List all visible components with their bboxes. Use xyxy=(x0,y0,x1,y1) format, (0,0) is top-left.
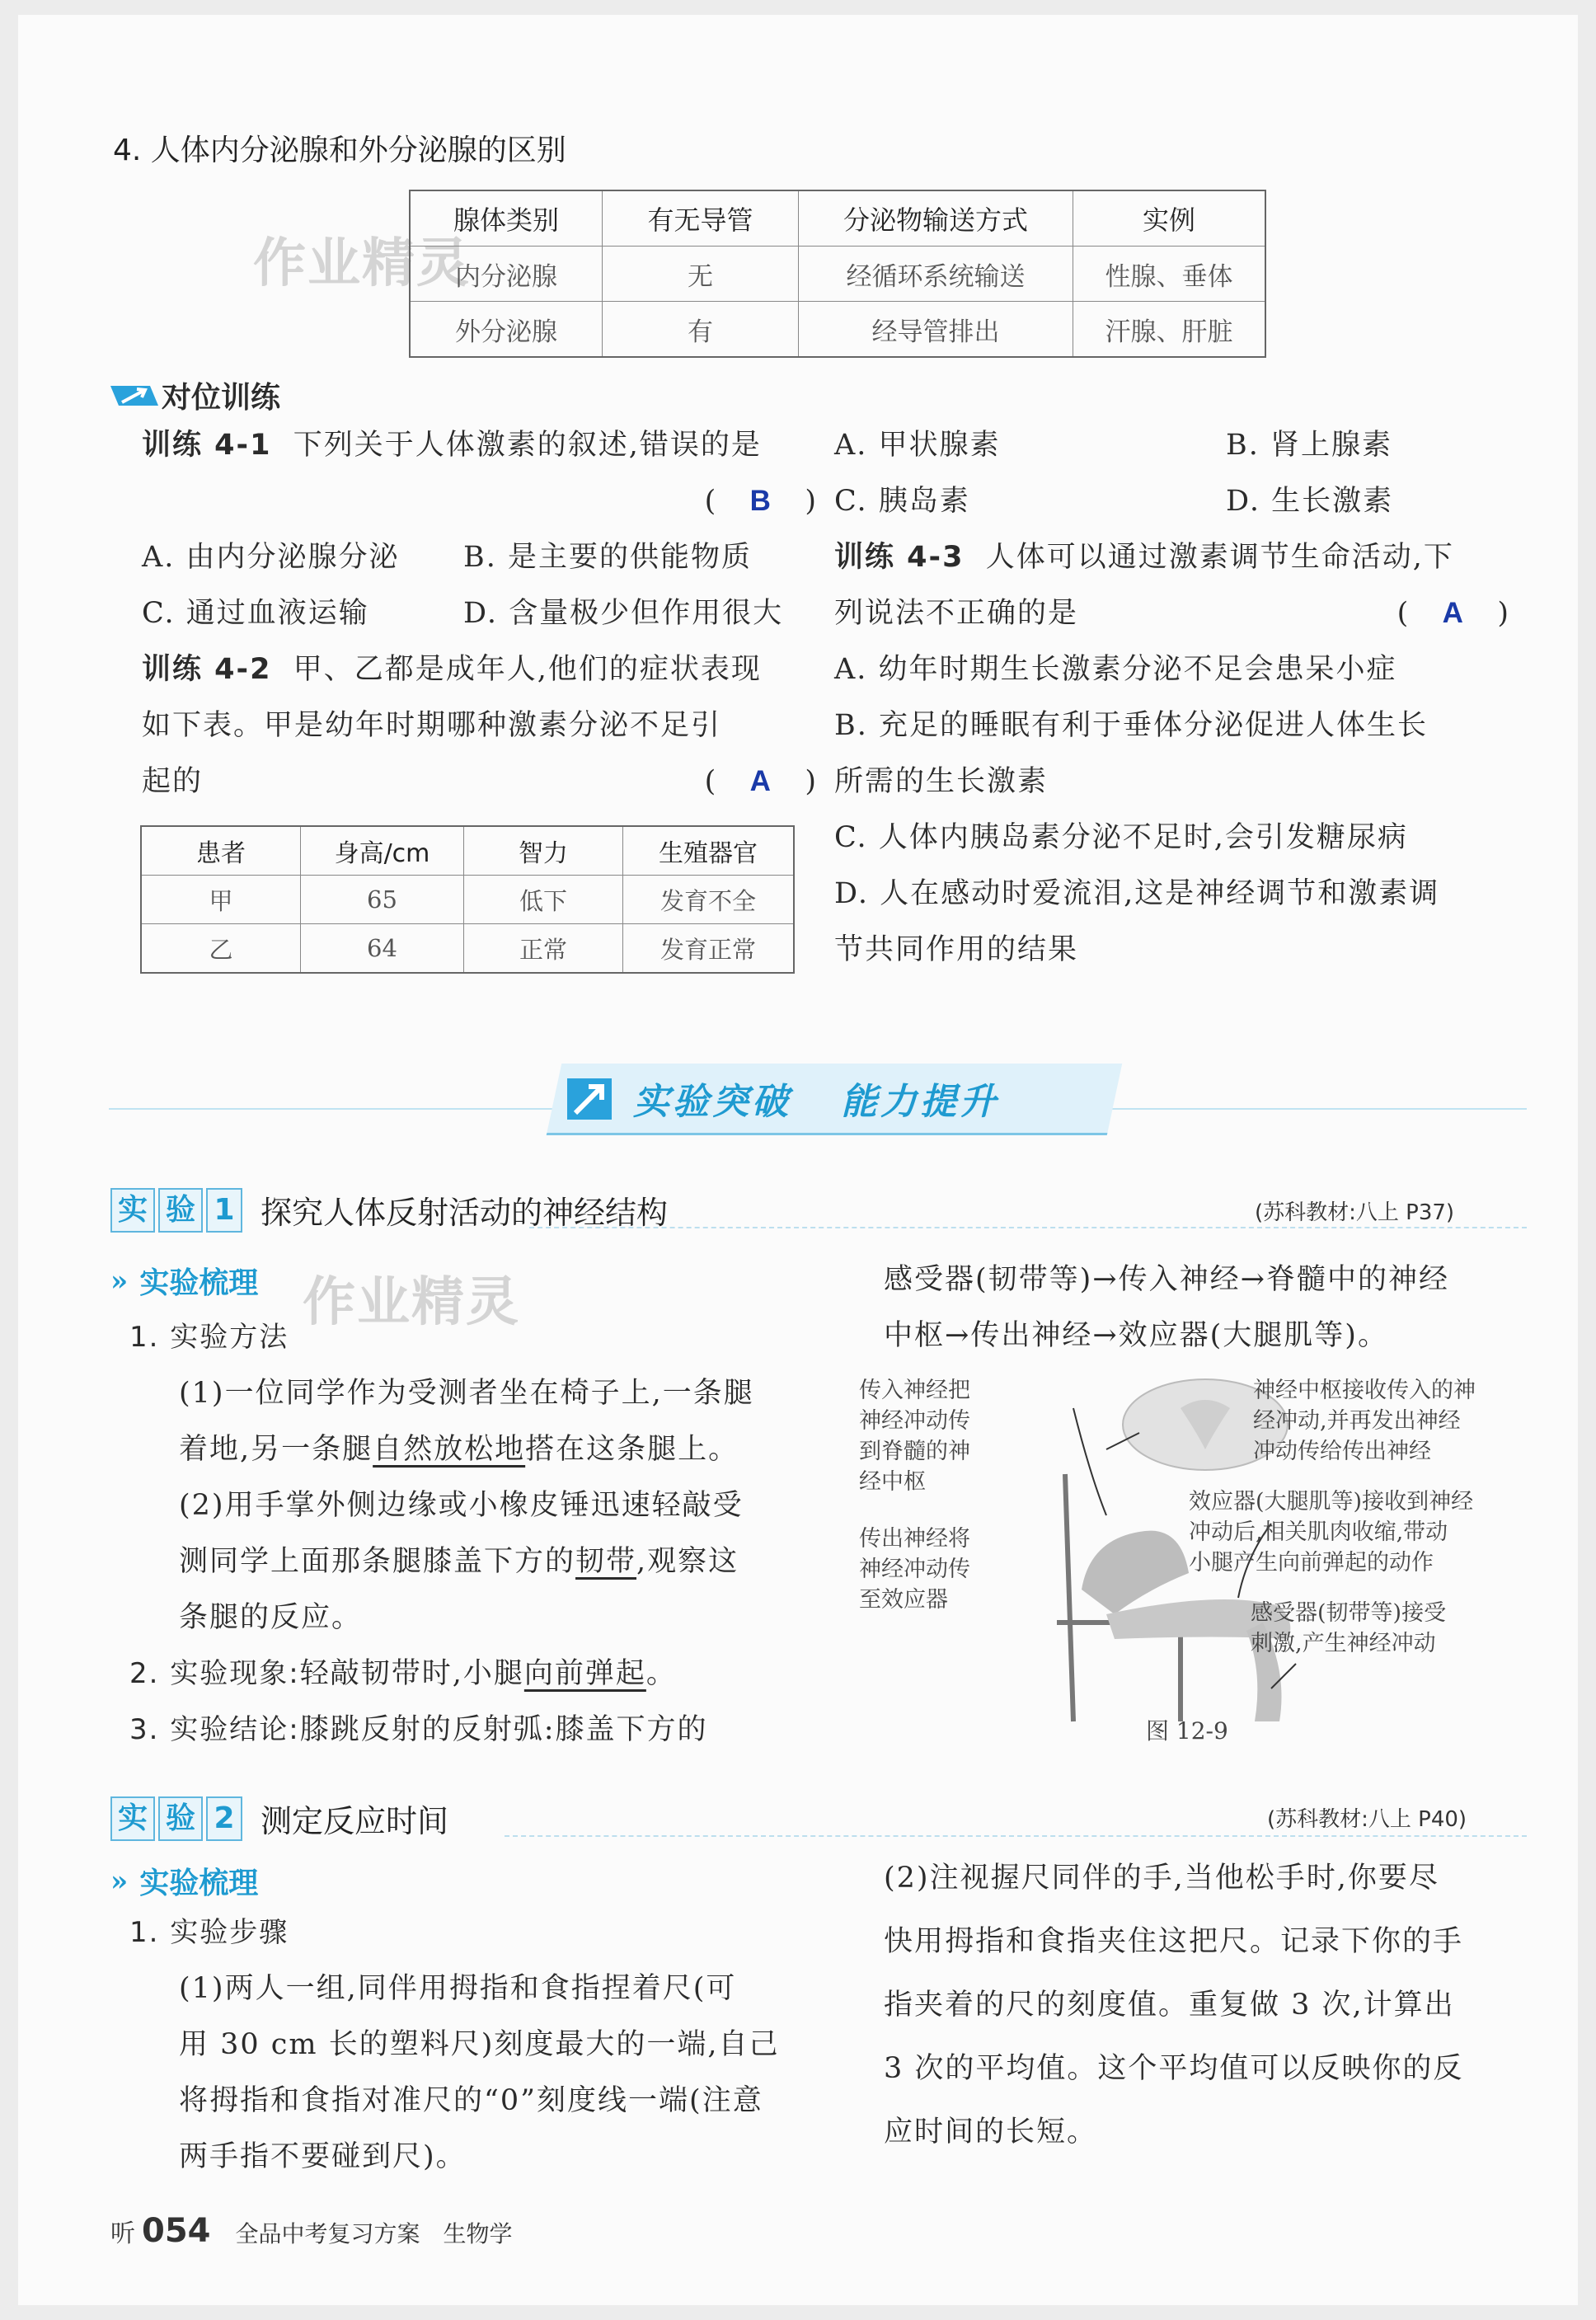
gland-table xyxy=(409,190,1266,358)
label-line: 效应器(大腿肌等)接收到神经 xyxy=(1189,1489,1474,1515)
method-text xyxy=(129,1533,814,1590)
table-row xyxy=(141,924,794,974)
subject: 生物学 xyxy=(443,2220,513,2247)
text: 搭在这条腿上。 xyxy=(525,1433,739,1466)
label-line: 刺激,产生神经冲动 xyxy=(1251,1631,1436,1656)
text: 着地,另一条腿 xyxy=(179,1433,373,1466)
source-note: (苏科教材:八上 P40) xyxy=(1267,1807,1467,1832)
label-line: 经中枢 xyxy=(859,1469,926,1495)
table-row xyxy=(141,876,794,924)
double-chevron-icon: » xyxy=(110,1264,129,1298)
double-chevron-icon: » xyxy=(110,1864,129,1898)
exp-tag: 实 xyxy=(110,1796,155,1841)
table-header-cell: 智力 xyxy=(464,826,623,876)
step-text: 快用拇指和食指夹住这把尺。记录下你的手 xyxy=(884,1925,1464,1958)
question-stem: 如下表。甲是幼年时期哪种激素分泌不足引 xyxy=(142,709,722,742)
method-title: 1. 实验方法 xyxy=(129,1321,289,1354)
label-effector xyxy=(1189,1486,1473,1578)
experiment-2-right xyxy=(884,1847,1543,2164)
paren: ) xyxy=(1497,597,1510,630)
method-text: 条腿的反应。 xyxy=(179,1601,363,1634)
footer xyxy=(110,2212,513,2250)
steps-title: 1. 实验步骤 xyxy=(129,1916,289,1949)
table-header-row xyxy=(141,826,794,876)
answer: B xyxy=(749,485,772,517)
table-header-row xyxy=(410,190,1265,247)
watermark: 作业精灵 xyxy=(303,1272,520,1333)
exp-tag-number: 2 xyxy=(206,1796,242,1841)
table-cell: 性腺、垂体 xyxy=(1073,247,1266,302)
arrow-icon xyxy=(562,1073,617,1123)
question-label: 训练 4-3 xyxy=(834,541,965,574)
label-line: 到脊髓的神 xyxy=(859,1439,970,1464)
option-continued: 所需的生长激素 xyxy=(834,765,1049,798)
method-text: (2)用手掌外侧边缘或小橡皮锤迅速轻敲受 xyxy=(179,1489,744,1522)
banner xyxy=(562,1072,999,1125)
table-cell: 乙 xyxy=(141,924,301,974)
table-header-cell: 患者 xyxy=(141,826,301,876)
option: D. 生长激素 xyxy=(1226,485,1394,518)
label-line: 传出神经将 xyxy=(859,1526,970,1552)
right-training-column xyxy=(834,417,1519,978)
step-text: 3 次的平均值。这个平均值可以反映你的反 xyxy=(884,2052,1464,2085)
method-text: (1)一位同学作为受测者坐在椅子上,一条腿 xyxy=(179,1377,754,1410)
footer-prefix: 听 xyxy=(110,2219,135,2248)
training-header xyxy=(110,374,280,416)
label-line: 至效应器 xyxy=(859,1587,948,1613)
step-text: (1)两人一组,同伴用拇指和食指捏着尺(可 xyxy=(179,1972,737,2005)
step-text: (2)注视握尺同伴的手,当他松手时,你要尽 xyxy=(884,1862,1439,1895)
exp-tag: 验 xyxy=(158,1188,203,1233)
table-cell: 经循环系统输送 xyxy=(799,247,1073,302)
book-title: 全品中考复习方案 xyxy=(235,2220,420,2247)
answer: A xyxy=(749,765,772,797)
watermark: 作业精灵 xyxy=(253,233,471,294)
table-row xyxy=(410,247,1265,302)
option: B. 充足的睡眠有利于垂体分泌促进人体生长 xyxy=(834,709,1428,742)
page xyxy=(18,15,1578,2305)
question-stem: 起的 xyxy=(142,765,204,798)
arrow-icon xyxy=(110,381,158,411)
experiment-title: 探究人体反射活动的神经结构 xyxy=(261,1195,669,1231)
table-cell: 经导管排出 xyxy=(799,302,1073,358)
table-cell: 甲 xyxy=(141,876,301,924)
text: 测同学上面那条腿膝盖下方的 xyxy=(179,1545,576,1578)
experiment-1-left xyxy=(129,1309,814,1758)
underlined-text: 韧带 xyxy=(575,1545,637,1578)
option: D. 人在感动时爱流泪,这是神经调节和激素调 xyxy=(834,877,1440,910)
label-line: 冲动后,相关肌肉收缩,带动 xyxy=(1189,1519,1448,1545)
section-title: 4. 人体内分泌腺和外分泌腺的区别 xyxy=(113,134,566,167)
exp-tag-number: 1 xyxy=(206,1188,242,1233)
option: A. 甲状腺素 xyxy=(834,429,1001,462)
label-line: 小腿产生向前弹起的动作 xyxy=(1189,1550,1434,1576)
option: A. 幼年时期生长激素分泌不足会患呆小症 xyxy=(834,653,1397,686)
label-line: 神经冲动传 xyxy=(859,1557,970,1582)
step-text: 用 30 cm 长的塑料尺)刻度最大的一端,自己 xyxy=(179,2028,780,2061)
option: D. 含量极少但作用很大 xyxy=(463,597,784,630)
table-cell: 65 xyxy=(301,876,464,924)
table-header-cell: 腺体类别 xyxy=(410,190,603,247)
table-header-cell: 实例 xyxy=(1073,190,1266,247)
text: 膝跳反射的反射弧:膝盖下方的 xyxy=(299,1713,708,1746)
answer: A xyxy=(1442,597,1465,629)
paren: ( xyxy=(1396,597,1411,630)
paren: ( xyxy=(704,485,718,518)
table-cell: 正常 xyxy=(464,924,623,974)
underlined-text: 向前弹起 xyxy=(523,1657,646,1690)
sub-heading-label: 实验梳理 xyxy=(139,1266,259,1300)
divider xyxy=(505,1835,1527,1837)
training-title: 对位训练 xyxy=(162,381,281,415)
question-label: 训练 4-1 xyxy=(142,429,272,462)
step-text: 将拇指和食指对准尺的“0”刻度线一端(注意 xyxy=(179,2084,763,2117)
sub-heading xyxy=(110,1260,258,1302)
step-text: 两手指不要碰到尺)。 xyxy=(179,2140,467,2173)
sub-heading-label: 实验梳理 xyxy=(139,1867,259,1900)
page-number: 054 xyxy=(142,2212,211,2250)
table-cell: 外分泌腺 xyxy=(410,302,603,358)
method-text xyxy=(129,1421,814,1477)
banner-title-2: 能力提升 xyxy=(841,1081,999,1123)
label-afferent xyxy=(859,1375,970,1497)
text: 。 xyxy=(645,1657,677,1690)
reflex-arc-text: 中枢→传出神经→效应器(大腿肌等)。 xyxy=(884,1319,1388,1352)
knee-reflex-figure xyxy=(859,1375,1543,1746)
table-cell: 低下 xyxy=(464,876,623,924)
label-line: 经冲动,并再发出神经 xyxy=(1253,1408,1461,1434)
label-line: 传入神经把 xyxy=(859,1378,970,1403)
question-4-1 xyxy=(142,417,826,810)
table-header-cell: 有无导管 xyxy=(603,190,799,247)
paren: ) xyxy=(805,765,818,798)
label-line: 冲动传给传出神经 xyxy=(1253,1439,1431,1464)
question-stem: 下列关于人体激素的叙述,错误的是 xyxy=(293,429,762,462)
option: B. 肾上腺素 xyxy=(1226,429,1392,462)
question-stem: 人体可以通过激素调节生命活动,下 xyxy=(985,541,1454,574)
option: B. 是主要的供能物质 xyxy=(463,541,752,574)
option-continued: 节共同作用的结果 xyxy=(834,933,1079,966)
table-cell: 发育正常 xyxy=(623,924,795,974)
divider xyxy=(529,1227,1527,1228)
step-text: 应时间的长短。 xyxy=(884,2116,1098,2149)
question-stem: 甲、乙都是成年人,他们的症状表现 xyxy=(293,653,762,686)
experiment-1-header xyxy=(110,1187,668,1233)
table-row xyxy=(410,302,1265,358)
paren: ( xyxy=(704,765,718,798)
exp-tag: 验 xyxy=(158,1796,203,1841)
exp-tag: 实 xyxy=(110,1188,155,1233)
table-header-cell: 身高/cm xyxy=(301,826,464,876)
question-label: 训练 4-2 xyxy=(142,653,272,686)
experiment-1-right xyxy=(884,1252,1543,1364)
option: C. 胰岛素 xyxy=(834,485,970,518)
option: A. 由内分泌腺分泌 xyxy=(142,541,400,574)
option: C. 人体内胰岛素分泌不足时,会引发糖尿病 xyxy=(834,821,1408,854)
figure-caption: 图 12-9 xyxy=(1146,1717,1228,1745)
label: 2. 实验现象: xyxy=(129,1657,300,1690)
experiment-title: 测定反应时间 xyxy=(261,1803,449,1839)
experiment-2-left xyxy=(129,1904,814,2185)
table-cell: 发育不全 xyxy=(623,876,795,924)
patient-table xyxy=(140,825,795,974)
table-cell: 无 xyxy=(603,247,799,302)
option: C. 通过血液运输 xyxy=(142,597,369,630)
label-center xyxy=(1253,1375,1476,1467)
banner-title-1: 实验突破 xyxy=(633,1081,791,1123)
label: 3. 实验结论: xyxy=(129,1713,300,1746)
label-efferent xyxy=(859,1524,970,1615)
label-line: 感受器(韧带等)接受 xyxy=(1251,1600,1447,1626)
label-line: 神经中枢接收传入的神 xyxy=(1253,1378,1476,1403)
paren: ) xyxy=(805,485,818,518)
table-cell: 汗腺、肝脏 xyxy=(1073,302,1266,358)
reflex-arc-text: 感受器(韧带等)→传入神经→脊髓中的神经 xyxy=(884,1263,1449,1296)
conclusion xyxy=(129,1702,814,1758)
text: ,观察这 xyxy=(636,1545,739,1578)
table-cell: 64 xyxy=(301,924,464,974)
table-cell: 内分泌腺 xyxy=(410,247,603,302)
label-receptor xyxy=(1251,1598,1446,1659)
question-stem: 列说法不正确的是 xyxy=(834,597,1079,630)
experiment-2-header xyxy=(110,1796,448,1841)
text: 轻敲韧带时,小腿 xyxy=(299,1657,524,1690)
step-text: 指夹着的尺的刻度值。重复做 3 次,计算出 xyxy=(884,1989,1455,2022)
underlined-text: 自然放松地 xyxy=(373,1433,526,1466)
sub-heading xyxy=(110,1860,258,1902)
source-note: (苏科教材:八上 P37) xyxy=(1255,1200,1455,1225)
table-header-cell: 生殖器官 xyxy=(623,826,795,876)
phenomenon xyxy=(129,1646,814,1702)
label-line: 神经冲动传 xyxy=(859,1408,970,1434)
table-cell: 有 xyxy=(603,302,799,358)
table-header-cell: 分泌物输送方式 xyxy=(799,190,1073,247)
